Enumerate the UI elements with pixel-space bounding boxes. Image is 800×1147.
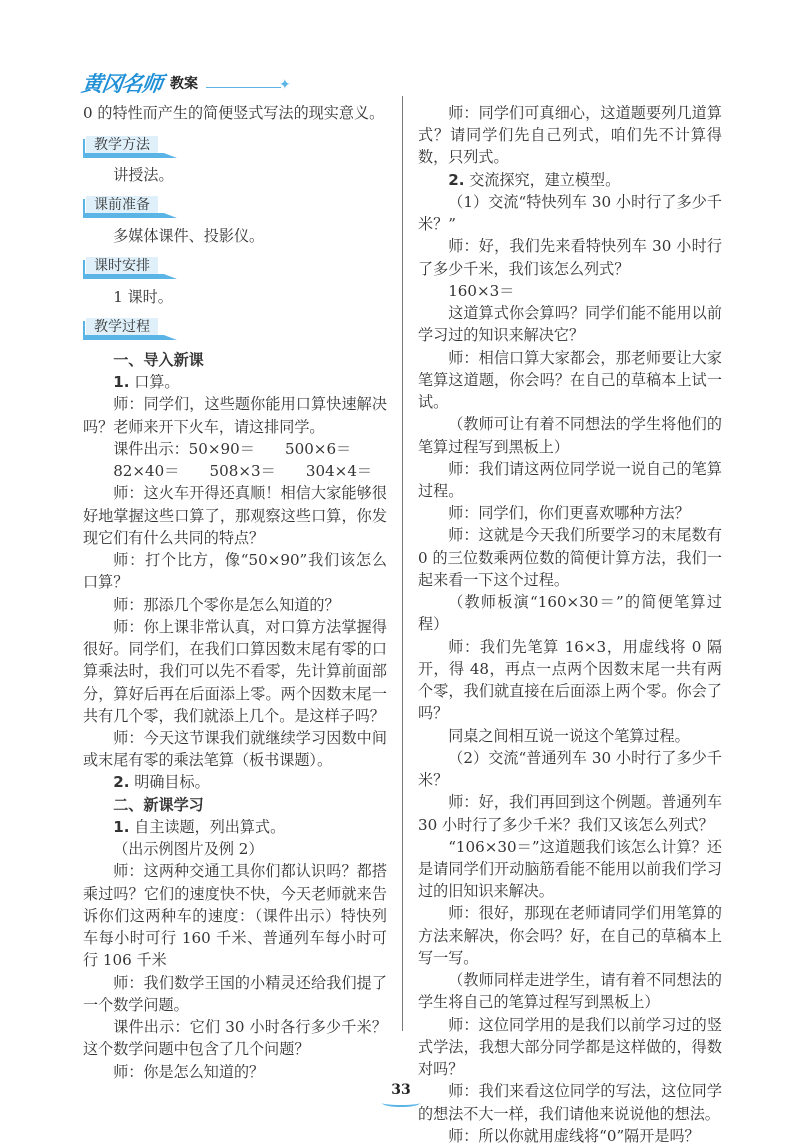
paragraph-text: 自主读题，列出算式。 — [129, 817, 286, 836]
section-body-preparation: 多媒体课件、投影仪。 — [113, 227, 265, 245]
paragraph-text: 82×40＝ 508×3＝ 304×4＝ — [113, 462, 373, 481]
paragraph-text: 师：这就是今天我们所要学习的末尾数有 0 的三位数乘两位数的简便计算方法，我们一起来看一下这个过程。 — [418, 526, 722, 589]
paragraph-text: （教师同样走进学生，请有着不同想法的学生将自己的笔算过程写到黑板上） — [418, 971, 722, 1012]
paragraph — [418, 102, 722, 169]
header-subtitle: 教案 — [170, 76, 198, 92]
paragraph — [418, 524, 722, 591]
paragraph-text: 师：很好，那现在老师请同学们用笔算的方法来解决，你会吗？好，在自己的草稿本上写一写。 — [418, 904, 722, 967]
step-number: 1. — [113, 817, 130, 836]
paragraph — [418, 902, 722, 969]
section-title: 课前准备 — [86, 196, 158, 213]
paragraph-text: （2）交流“普通列车 30 小时行了多少千米？ — [418, 748, 722, 790]
step-number: 2. — [113, 773, 130, 792]
paragraph-text: 师：同学们，这些题你能用口算快速解决吗？老师来开下火车，请这排同学。 — [83, 395, 387, 436]
paragraph — [418, 969, 722, 1013]
paragraph-text: 师：你上课非常认真，对口算方法掌握得很好。同学们，在我们口算因数末尾有零的口算乘法时，我们可以先不看零，先计算前面部分，算好后再在后面添上零。两个因数末尾一共有几个零，我们就添上几个。是这样子吗？ — [83, 617, 387, 725]
paragraph — [418, 836, 722, 903]
paragraph-text: 师：我们来看这位同学的写法，这位同学的想法不大一样，我们请他来说说他的想法。 — [418, 1082, 722, 1123]
paragraph — [418, 725, 722, 747]
paragraph — [83, 371, 387, 393]
paragraph-text: 师：好，我们先来看特快列车 30 小时行了多少千米，我们该怎么列式？ — [418, 237, 722, 278]
paragraph — [418, 458, 722, 502]
paragraph — [418, 413, 722, 457]
page-number-swoosh — [382, 1099, 420, 1107]
subsection-heading: 一、导入新课 — [113, 351, 204, 369]
paragraph-text: 明确目标。 — [129, 773, 210, 792]
page-number: 33 — [391, 1082, 411, 1098]
header-logo — [82, 68, 291, 98]
paragraph — [83, 482, 387, 549]
paragraph-text: 交流探究，建立模型。 — [464, 170, 621, 189]
paragraph — [83, 794, 387, 816]
paragraph — [418, 280, 722, 302]
paragraph-text: 师：今天这节课我们就继续学习因数中间或末尾有零的乘法笔算（板书课题）。 — [83, 728, 387, 770]
paragraph — [418, 502, 722, 524]
paragraph — [418, 747, 722, 791]
paragraph-text: 师：所以你就用虚线将“0”隔开是吗？ — [448, 1126, 700, 1145]
paragraph-text: （出示例图片及例 2） — [113, 840, 264, 859]
paragraph-text: 课件出示：50×90＝ 500×6＝ — [113, 439, 352, 458]
section-header-schedule — [83, 257, 183, 281]
paragraph-text: 师：这两种交通工具你们都认识吗？都搭乘过吗？它们的速度快不快，今天老师就来告诉你们这两种车的速度：（课件出示）特快列车每小时可行 160 千米、普通列车每小时可行 106 千米 — [83, 862, 387, 970]
paragraph — [83, 549, 387, 593]
section-header-method — [83, 136, 183, 160]
right-column-text — [418, 102, 722, 1147]
header-rule — [206, 87, 281, 88]
paragraph-text: 160×3＝ — [448, 281, 515, 300]
paragraph — [83, 1061, 387, 1083]
paragraph — [418, 302, 722, 346]
section-title: 教学方法 — [86, 136, 158, 153]
paragraph-text: 师：同学们，你们更喜欢哪种方法？ — [448, 504, 690, 523]
paragraph — [418, 347, 722, 414]
paragraph — [83, 594, 387, 616]
paragraph-text: 师：好，我们再回到这个例题。普通列车 30 小时行了多少千米？我们又该怎么列式？ — [418, 793, 722, 834]
section-body-method: 讲授法。 — [113, 166, 174, 184]
section-header-preparation — [83, 196, 183, 220]
paragraph-text: 师：你是怎么知道的？ — [113, 1062, 265, 1081]
section-body-schedule: 1 课时。 — [113, 288, 173, 306]
paragraph-text: 师：这火车开得还真顺！相信大家能够很好地掌握这些口算了，那观察这些口算，你发现它们有什么共同的特点？ — [83, 484, 387, 547]
paragraph — [418, 191, 722, 235]
paragraph-text: 师：相信口算大家都会，那老师要让大家笔算这道题，你会吗？在自己的草稿本上试一试。 — [418, 348, 722, 412]
paragraph — [83, 727, 387, 771]
paragraph-text: 师：那添几个零你是怎么知道的？ — [113, 595, 340, 614]
left-column-text — [83, 349, 387, 1083]
paragraph — [83, 616, 387, 727]
paragraph — [418, 1080, 722, 1124]
paragraph — [418, 1014, 722, 1081]
paragraph-text: （教师板演“160×30＝”的简便笔算过程） — [418, 593, 722, 634]
paragraph-text: 师：打个比方，像“50×90”我们该怎么口算？ — [83, 551, 387, 592]
paragraph — [83, 860, 387, 971]
paragraph — [83, 1016, 387, 1060]
step-number: 2. — [448, 170, 465, 189]
paragraph — [83, 838, 387, 860]
subsection-heading: 二、新课学习 — [113, 795, 204, 814]
paragraph — [418, 791, 722, 835]
paragraph-text: （教师可让有着不同想法的学生将他们的笔算过程写到黑板上） — [418, 415, 722, 456]
paragraph-text: 同桌之间相互说一说这个笔算过程。 — [448, 726, 690, 745]
paragraph — [83, 972, 387, 1016]
paragraph-text: 师：我们先笔算 16×3，用虚线将 0 隔开，得 48，再点一点两个因数末尾一共有两个零，我们就直接在后面添上两个零。你会了吗？ — [418, 637, 722, 723]
paragraph — [83, 393, 387, 437]
paragraph-text: “106×30＝”这道题我们该怎么计算？还是请同学们开动脑筋看能不能用以前我们学习过的旧知识来解决。 — [418, 837, 722, 901]
paragraph-text: 课件出示：它们 30 小时各行多少千米？这个数学问题中包含了几个问题？ — [83, 1018, 387, 1059]
paragraph-text: 口算。 — [129, 373, 180, 392]
paragraph — [83, 349, 387, 371]
paragraph-text: 师：这位同学用的是我们以前学习过的竖式学法，我想大部分同学都是这样做的，得数对吗？ — [418, 1015, 722, 1079]
paragraph — [418, 235, 722, 279]
sparkle-icon: ✦ — [279, 77, 291, 93]
brand-logo: 黄冈名师 — [80, 72, 164, 96]
paragraph — [418, 591, 722, 635]
paragraph-text: 师：我们请这两位同学说一说自己的笔算过程。 — [418, 459, 722, 500]
section-title: 课时安排 — [86, 257, 158, 274]
paragraph — [418, 1125, 722, 1147]
step-number: 1. — [113, 373, 130, 392]
paragraph — [83, 438, 387, 460]
paragraph — [83, 771, 387, 793]
paragraph-text: 师：同学们可真细心，这道题要列几道算式？请同学们先自己列式，咱们先不计算得数，只列式。 — [418, 104, 722, 167]
paragraph — [83, 460, 387, 482]
paragraph — [418, 636, 722, 725]
paragraph-text: （1）交流“特快列车 30 小时行了多少千米？” — [418, 192, 722, 234]
paragraph-text: 师：我们数学王国的小精灵还给我们提了一个数学问题。 — [83, 973, 387, 1014]
column-divider — [402, 96, 403, 1031]
left-intro — [83, 102, 387, 124]
paragraph — [83, 816, 387, 838]
paragraph — [418, 169, 722, 191]
section-header-process — [83, 318, 183, 342]
intro-text: 0 的特性而产生的简便竖式写法的现实意义。 — [83, 104, 385, 122]
paragraph-text: 这道算式你会算吗？同学们能不能用以前学习过的知识来解决它？ — [418, 304, 722, 345]
section-title: 教学过程 — [86, 318, 158, 335]
